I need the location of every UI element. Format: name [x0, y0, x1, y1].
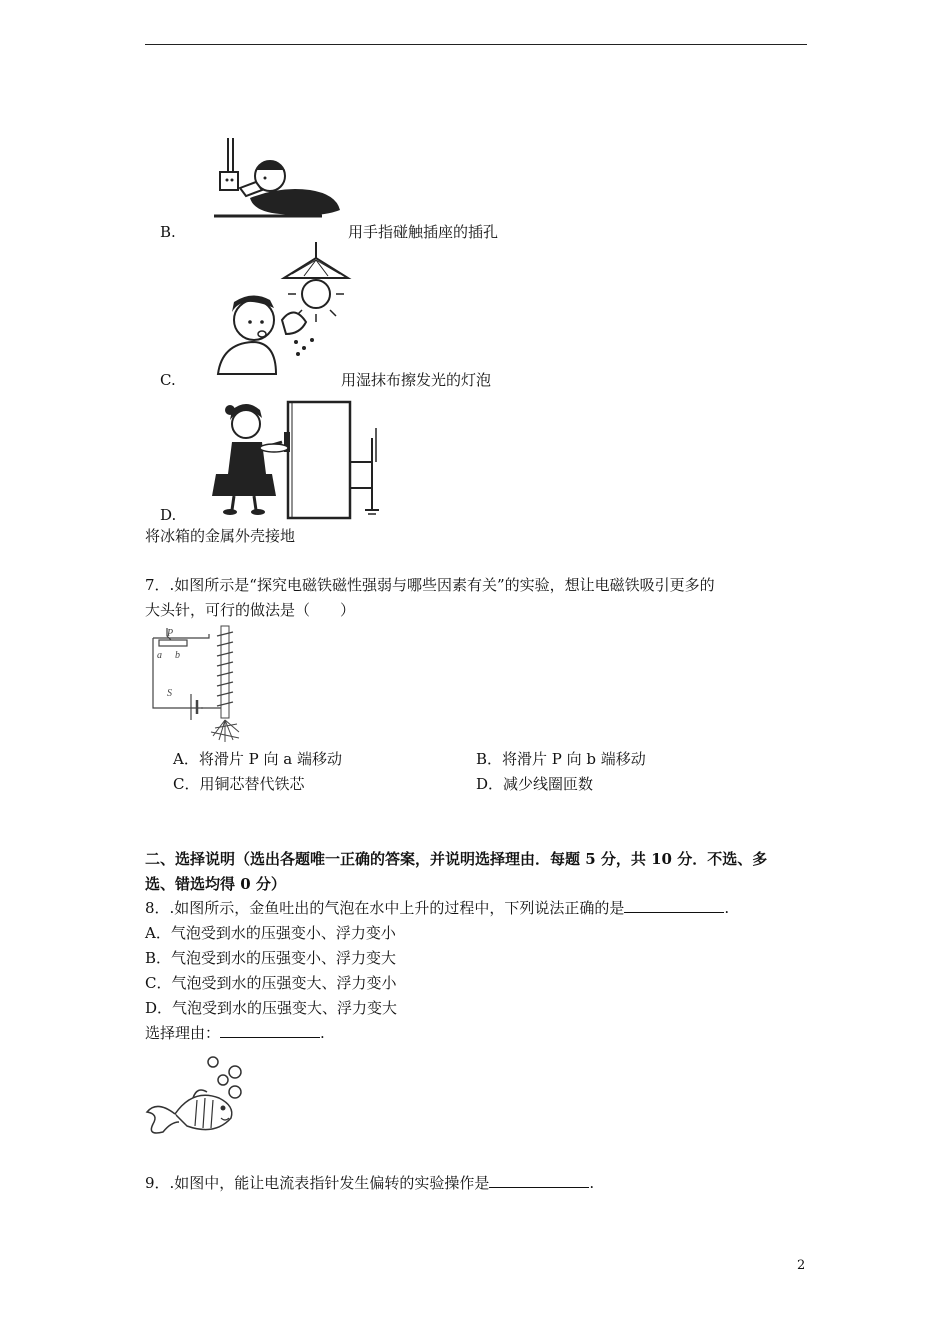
- q6-option-c-letter: C.: [160, 371, 176, 389]
- q9-stem-text: 9．.如图中，能让电流表指针发生偏转的实验操作是: [145, 1174, 490, 1192]
- q8-reason: [145, 1023, 325, 1043]
- q6-option-b-caption: 用手指碰触插座的插孔: [348, 223, 499, 241]
- q8-option-c: C．气泡受到水的压强变大、浮力变小: [145, 974, 397, 992]
- q8-option-a: A．气泡受到水的压强变小、浮力变小: [145, 924, 396, 942]
- header-rule: [145, 44, 807, 45]
- fig-label-b: b: [175, 650, 180, 661]
- q8-reason-blank[interactable]: [220, 1023, 320, 1038]
- wet-cloth-bulb-illustration: [212, 238, 352, 378]
- q8-stem-end: .: [724, 899, 730, 917]
- q7-option-a: A．将滑片 P 向 a 端移动: [173, 750, 342, 768]
- fridge-grounding-illustration: [210, 398, 384, 520]
- section2-heading-line1: 二、选择说明（选出各题唯一正确的答案，并说明选择理由．每题 5 分，共 10 分．不选、多: [145, 850, 768, 868]
- q7-stem-line1: 7．.如图所示是“探究电磁铁磁性强弱与哪些因素有关”的实验，想让电磁铁吸引更多的: [145, 576, 715, 594]
- q8-reason-label: 选择理由：: [145, 1024, 221, 1042]
- section2-heading-line2: 选、错选均得 0 分）: [145, 875, 286, 893]
- socket-child-illustration: [210, 128, 350, 220]
- q8-option-b: B．气泡受到水的压强变小、浮力变大: [145, 949, 397, 967]
- goldfish-bubbles-illustration: [143, 1052, 253, 1142]
- q8-stem-text: 8．.如图所示，金鱼吐出的气泡在水中上升的过程中，下列说法正确的是: [145, 899, 625, 917]
- fig-label-s: S: [167, 688, 172, 699]
- q7-stem-line2: 大头针，可行的做法是（ ）: [145, 601, 356, 619]
- fig-label-a: a: [157, 650, 162, 661]
- q8-answer-blank[interactable]: [624, 898, 724, 913]
- q9-answer-blank[interactable]: [489, 1173, 589, 1188]
- q6-option-d-caption: 将冰箱的金属外壳接地: [145, 527, 296, 545]
- q9-stem: [145, 1173, 594, 1193]
- electromagnet-circuit-diagram: [145, 624, 250, 744]
- q7-option-b: B．将滑片 P 向 b 端移动: [476, 750, 646, 768]
- q6-option-d-letter: D.: [160, 506, 177, 524]
- q8-option-d: D．气泡受到水的压强变大、浮力变大: [145, 999, 398, 1017]
- page-number: 2: [797, 1258, 806, 1273]
- q8-reason-end: .: [320, 1024, 325, 1042]
- q7-option-c: C．用铜芯替代铁芯: [173, 775, 305, 793]
- q8-stem: [145, 898, 729, 918]
- q7-option-d: D．减少线圈匝数: [476, 775, 594, 793]
- q6-option-b-letter: B.: [160, 223, 176, 241]
- q9-stem-end: .: [589, 1174, 595, 1192]
- fig-label-p: P: [167, 628, 174, 639]
- q6-option-c-caption: 用湿抹布擦发光的灯泡: [341, 371, 492, 389]
